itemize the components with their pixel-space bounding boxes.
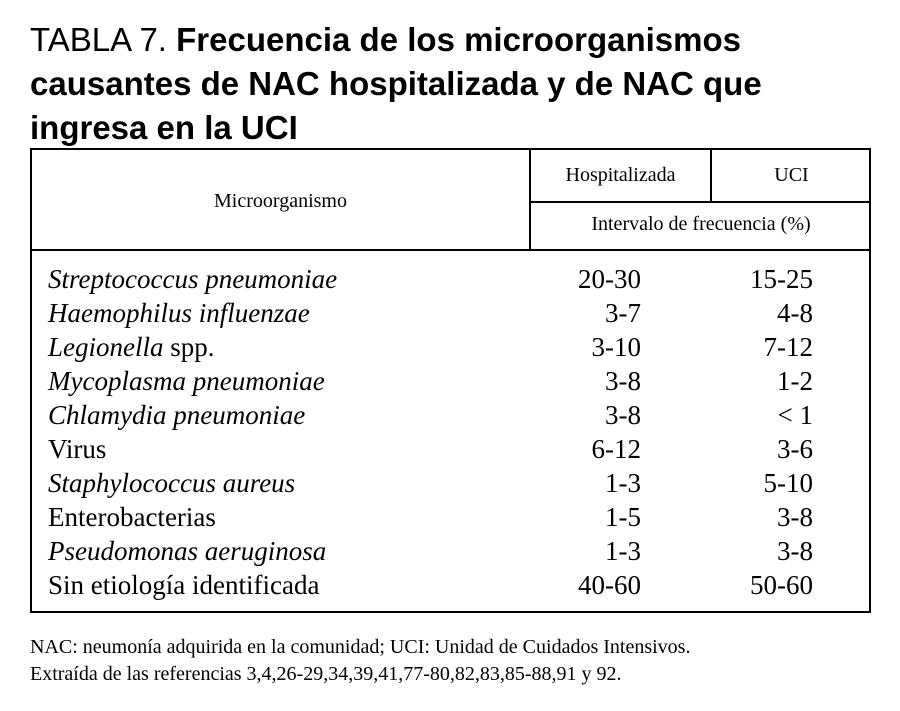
table-caption: Frecuencia de los microorganismos causantes de NAC hospitalizada y de NAC que ingresa en la UCI xyxy=(30,21,762,146)
table-row xyxy=(32,262,869,296)
table-title xyxy=(30,18,880,150)
frequency-table xyxy=(30,148,871,613)
icu-value: 3-8 xyxy=(777,502,813,532)
icu-value: < 1 xyxy=(777,400,813,430)
organism-name: Chlamydia pneumoniae xyxy=(48,400,306,430)
organism-name: Virus xyxy=(48,434,107,464)
table-row xyxy=(32,568,869,602)
table-row xyxy=(32,466,869,500)
hospitalized-value: 3-8 xyxy=(605,400,641,430)
organism-name: Haemophilus influenzae xyxy=(48,298,310,328)
header-frequency-range: Intervalo de frecuencia (%) xyxy=(591,213,811,235)
table-row xyxy=(32,534,869,568)
header-divider xyxy=(32,249,869,251)
hospitalized-value: 3-7 xyxy=(605,298,641,328)
table-row xyxy=(32,364,869,398)
header-icu: UCI xyxy=(774,164,809,186)
table-row xyxy=(32,296,869,330)
icu-value: 3-8 xyxy=(777,536,813,566)
icu-value: 3-6 xyxy=(777,434,813,464)
table-number: TABLA 7. xyxy=(30,21,167,58)
hospitalized-value: 1-5 xyxy=(605,502,641,532)
table-row xyxy=(32,500,869,534)
hospitalized-value: 1-3 xyxy=(605,536,641,566)
organism-name: Enterobacterias xyxy=(48,502,216,532)
hospitalized-value: 3-8 xyxy=(605,366,641,396)
table-row xyxy=(32,330,869,364)
table-body xyxy=(32,262,869,602)
organism-name: Staphylococcus aureus xyxy=(48,468,296,498)
organism-name: Mycoplasma pneumoniae xyxy=(48,366,325,396)
hospitalized-value: 6-12 xyxy=(591,434,641,464)
icu-value: 15-25 xyxy=(750,264,813,294)
icu-value: 7-12 xyxy=(763,332,813,362)
table-row xyxy=(32,432,869,466)
table-footnote xyxy=(30,634,890,688)
organism-name: Sin etiología identificada xyxy=(48,570,320,600)
table-row xyxy=(32,398,869,432)
hospitalized-value: 40-60 xyxy=(578,570,641,600)
organism-name: Streptococcus pneumoniae xyxy=(48,264,338,294)
footnote-references: Extraída de las referencias 3,4,26-29,34,39,41,77-80,82,83,85-88,91 y 92. xyxy=(30,663,622,685)
icu-value: 50-60 xyxy=(750,570,813,600)
hospitalized-value: 20-30 xyxy=(578,264,641,294)
header-microorganism: Microorganismo xyxy=(214,190,347,212)
footnote-abbreviations: NAC: neumonía adquirida en la comunidad; UCI: Unidad de Cuidados Intensivos. xyxy=(30,636,691,658)
icu-value: 5-10 xyxy=(763,468,813,498)
hospitalized-value: 3-10 xyxy=(591,332,641,362)
organism-name: Pseudomonas aeruginosa xyxy=(48,536,327,566)
header-hospitalized: Hospitalizada xyxy=(565,164,676,186)
subheader-divider xyxy=(529,201,869,203)
hospitalized-value: 1-3 xyxy=(605,468,641,498)
icu-value: 4-8 xyxy=(777,298,813,328)
icu-value: 1-2 xyxy=(777,366,813,396)
organism-name: Legionella spp. xyxy=(48,332,215,362)
